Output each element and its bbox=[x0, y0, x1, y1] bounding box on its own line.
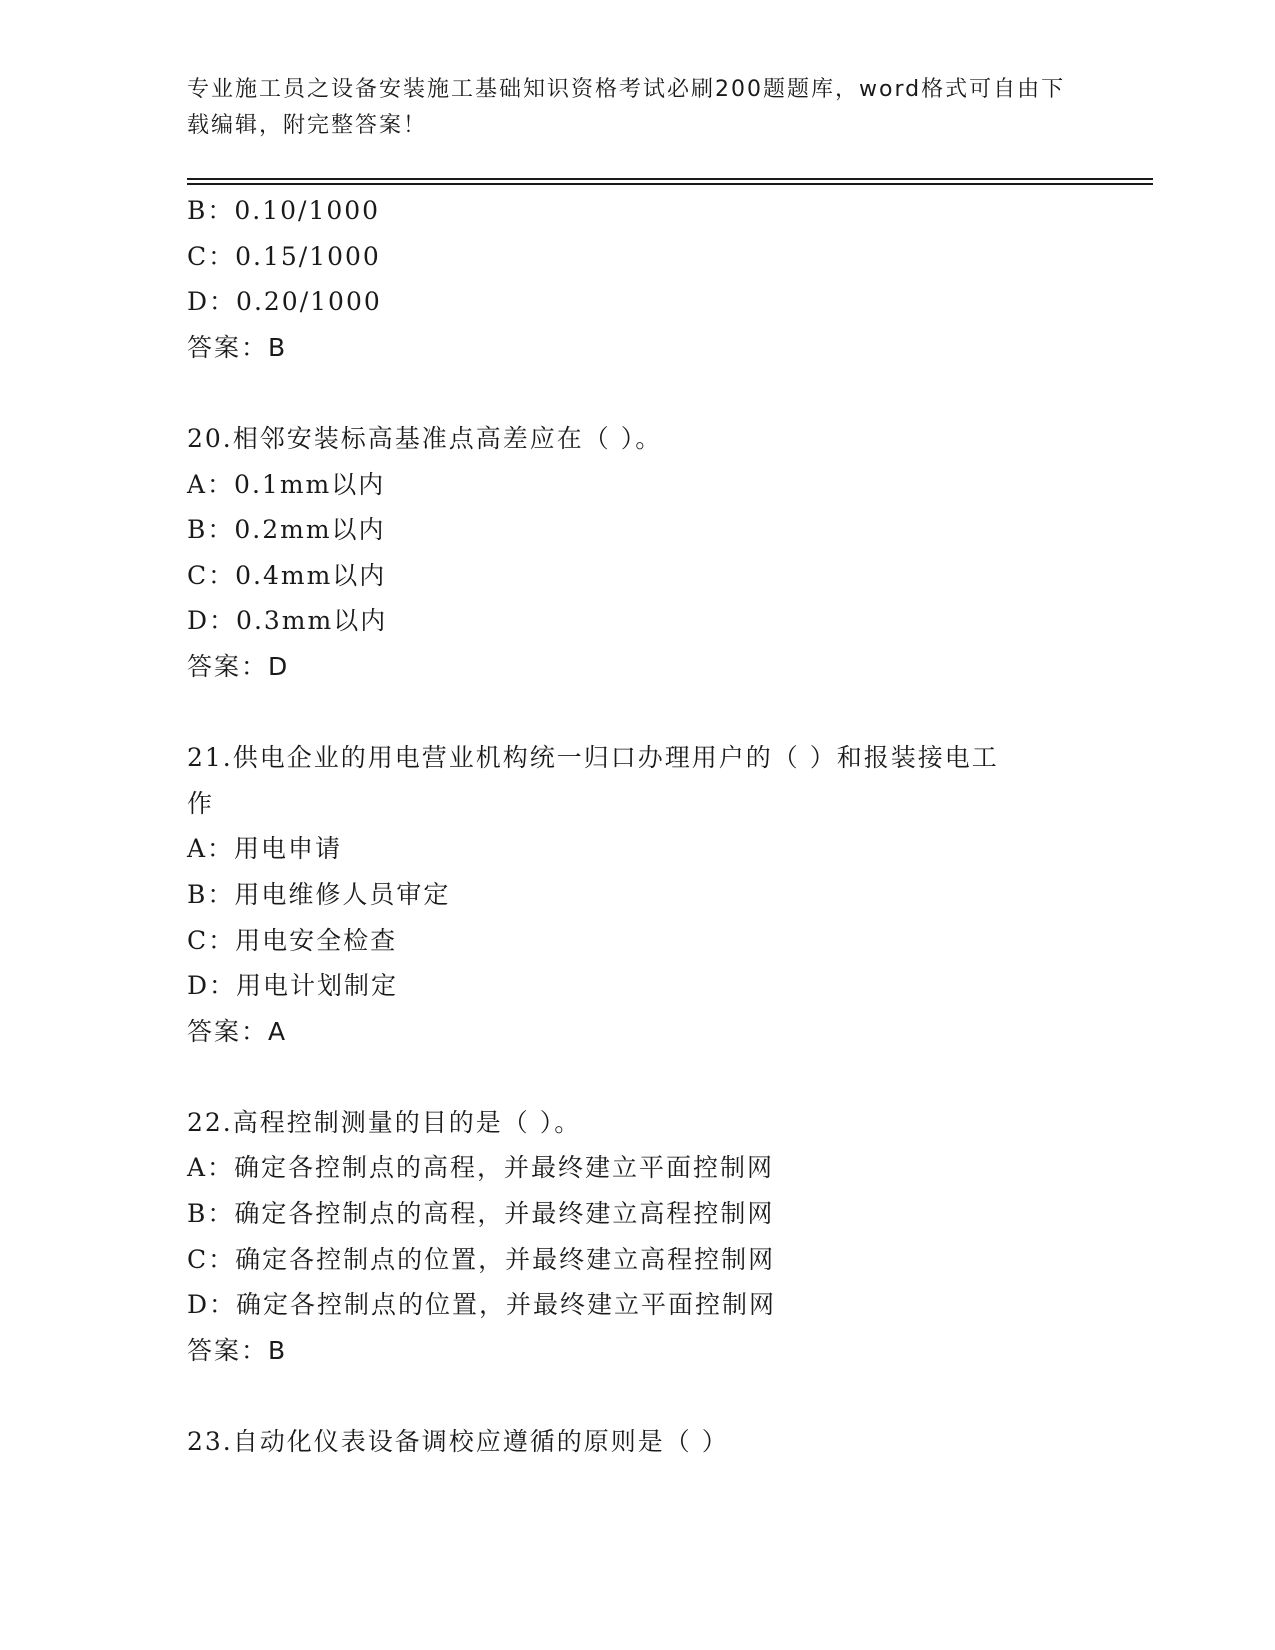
option-c: C：确定各控制点的位置，并最终建立高程控制网 bbox=[187, 1244, 776, 1274]
question-content bbox=[187, 188, 1117, 1465]
header-divider-top bbox=[187, 178, 1153, 180]
header-title: 专业施工员之设备安装施工基础知识资格考试必刷200题题库，word格式可自由下载编辑，附完整答案！ bbox=[187, 77, 1066, 138]
option-c: C：用电安全检查 bbox=[187, 925, 398, 955]
option-d: D：0.3mm以内 bbox=[187, 606, 388, 636]
question-text-line-1: 21.供电企业的用电营业机构统一归口办理用户的（ ）和报装接电工 bbox=[187, 743, 999, 773]
question-text: 23.自动化仪表设备调校应遵循的原则是（ ） bbox=[187, 1427, 729, 1457]
option-b: B：0.2mm以内 bbox=[187, 515, 386, 545]
question-23 bbox=[187, 1419, 1117, 1465]
answer: 答案：B bbox=[187, 1335, 288, 1365]
option-b: B：确定各控制点的高程，并最终建立高程控制网 bbox=[187, 1199, 775, 1229]
option-a: A：0.1mm以内 bbox=[187, 469, 386, 499]
question-text: 20.相邻安装标高基准点高差应在（ ）。 bbox=[187, 423, 663, 453]
option-c: C：0.15/1000 bbox=[187, 241, 381, 271]
question-22 bbox=[187, 1100, 1117, 1374]
header-divider-bottom bbox=[187, 183, 1153, 185]
question-19-continuation bbox=[187, 188, 1117, 370]
option-b: B：0.10/1000 bbox=[187, 196, 381, 225]
option-c: C：0.4mm以内 bbox=[187, 560, 387, 590]
answer: 答案：A bbox=[187, 1016, 288, 1046]
answer: 答案：B bbox=[187, 332, 288, 362]
option-d: D：确定各控制点的位置，并最终建立平面控制网 bbox=[187, 1290, 777, 1320]
question-21 bbox=[187, 735, 1117, 1054]
option-d: D：用电计划制定 bbox=[187, 971, 399, 1001]
document-header bbox=[187, 72, 1067, 144]
question-text-line-2: 作 bbox=[187, 788, 215, 818]
option-a: A：确定各控制点的高程，并最终建立平面控制网 bbox=[187, 1153, 775, 1183]
option-b: B：用电维修人员审定 bbox=[187, 879, 451, 909]
question-20 bbox=[187, 416, 1117, 690]
question-text: 22.高程控制测量的目的是（ ）。 bbox=[187, 1107, 582, 1137]
option-a: A：用电申请 bbox=[187, 834, 343, 864]
answer: 答案：D bbox=[187, 651, 290, 681]
option-d: D：0.20/1000 bbox=[187, 287, 382, 317]
